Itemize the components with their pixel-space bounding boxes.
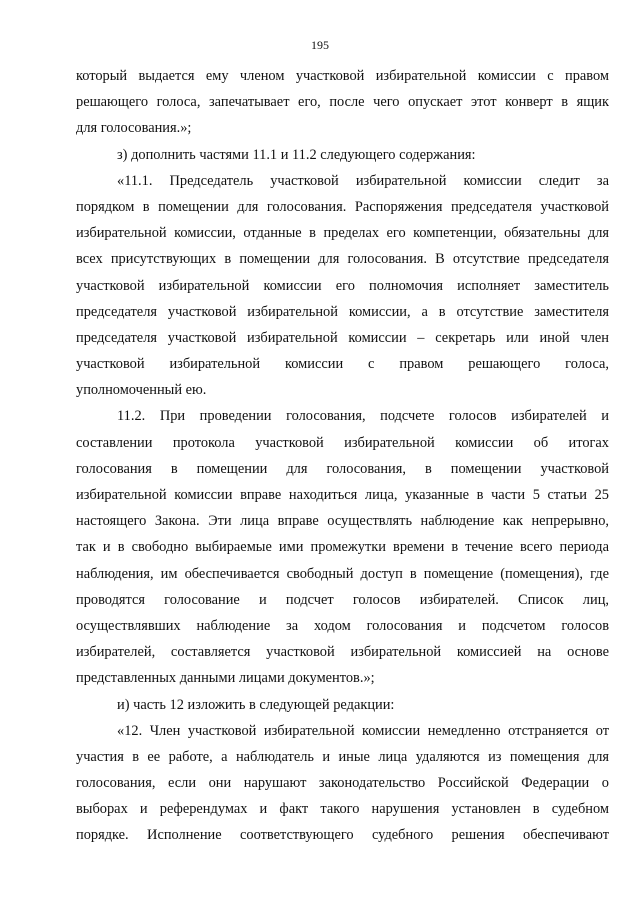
text-line: представленных данными лицами документов.»; — [76, 670, 375, 687]
text-line: уполномоченный ею. — [76, 382, 207, 399]
text-line: голосования, если они нарушают законодательство Российской Федерации о — [76, 775, 609, 792]
text-line: всех присутствующих в помещении для голосования. В отсутствие председателя — [76, 251, 609, 268]
text-line: избирательной комиссии вправе находиться лица, указанные в части 5 статьи 25 — [76, 487, 609, 503]
text-line: з) дополнить частями 11.1 и 11.2 следующего содержания: — [117, 146, 476, 163]
text-line: 11.2. При проведении голосования, подсчете голосов избирателей и — [117, 408, 609, 425]
text-line: председателя участковой избирательной комиссии, а в отсутствие заместителя — [76, 303, 609, 320]
text-line: избирателей, составляется участковой избирательной комиссией на основе — [76, 644, 609, 661]
text-line: участковой избирательной комиссии его полномочия исполняет заместитель — [76, 277, 609, 294]
text-line: «11.1. Председатель участковой избирательной комиссии следит за — [117, 172, 609, 189]
text-line: так и в свободно выбираемые ими промежутки времени в течение всего периода — [76, 539, 609, 556]
text-line: председателя участковой избирательной комиссии – секретарь или иной член — [76, 329, 609, 346]
text-line: «12. Член участковой избирательной комиссии немедленно отстраняется от — [117, 722, 609, 739]
text-line: наблюдения, им обеспечивается свободный доступ в помещение (помещения), где — [76, 565, 609, 582]
text-line: участия в ее работе, а наблюдатель и иные лица удаляются из помещения для — [76, 748, 609, 765]
text-line: для голосования.»; — [76, 120, 192, 137]
text-line: порядке. Исполнение соответствующего судебного решения обеспечивают — [76, 827, 609, 844]
page-number: 195 — [311, 38, 329, 52]
text-line: решающего голоса, запечатывает его, после чего опускает этот конверт в ящик — [76, 94, 609, 111]
text-line: осуществлявших наблюдение за ходом голосования и подсчетом голосов — [76, 617, 609, 634]
text-line: и) часть 12 изложить в следующей редакции: — [117, 696, 395, 713]
text-line: проводятся голосование и подсчет голосов избирателей. Список лиц, — [76, 591, 609, 608]
text-line: избирательной комиссии, отданные в пределах его компетенции, обязательны для — [76, 225, 609, 242]
text-line: голосования в помещении для голосования, в помещении участковой — [76, 460, 609, 477]
text-line: составлении протокола участковой избирательной комиссии об итогах — [76, 434, 609, 451]
text-line: порядком в помещении для голосования. Распоряжения председателя участковой — [76, 198, 609, 215]
text-line: который выдается ему членом участковой избирательной комиссии с правом — [76, 68, 609, 84]
document-body — [76, 63, 609, 849]
text-line: участковой избирательной комиссии с правом решающего голоса, — [76, 356, 609, 373]
text-line: выборах и референдумах и факт такого нарушения установлен в судебном — [76, 801, 609, 818]
text-line: настоящего Закона. Эти лица вправе осуществлять наблюдение как непрерывно, — [76, 513, 609, 530]
